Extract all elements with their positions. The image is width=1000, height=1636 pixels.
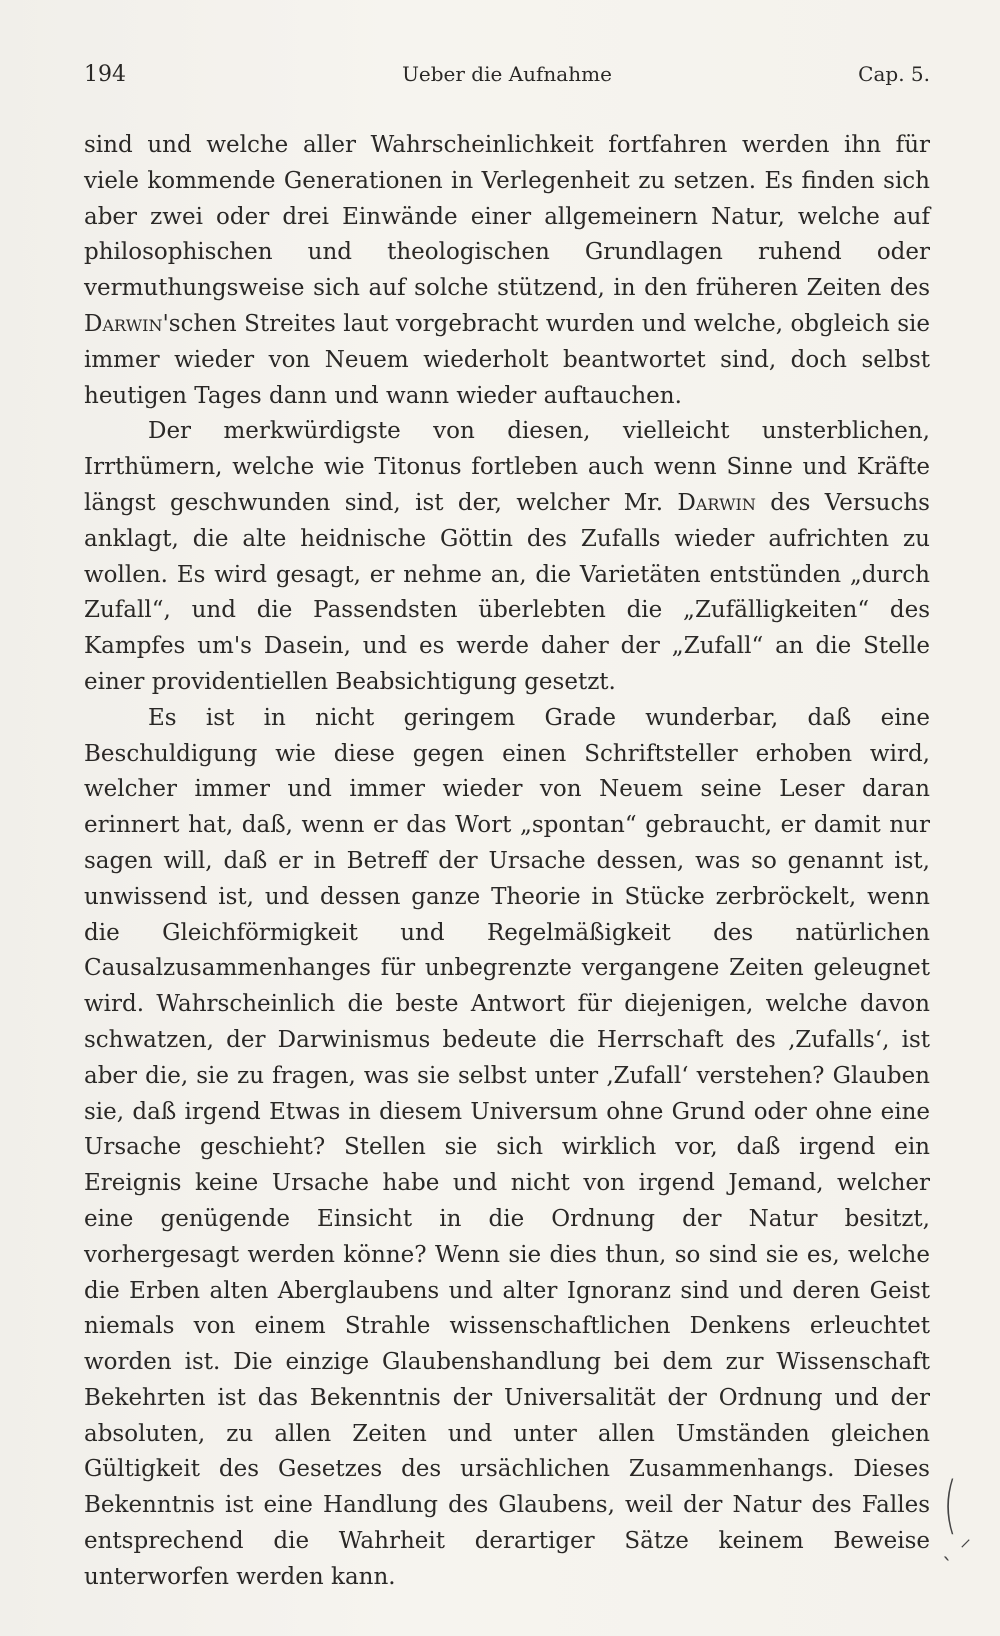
paragraph-text: Es ist in nicht geringem Grade wunderbar, daß eine Beschuldigung wie diese gegen einen Schriftsteller erhoben wird, welcher immer und immer wieder von Neuem seine Leser daran erinnert hat, daß, wenn er das Wort „spontan“ gebraucht, er damit nur sagen will, daß er in Betreff der Ursache dessen, was so genannt ist, unwissend ist, und dessen ganze Theorie in Stücke zerbröckelt, wenn die Gleichförmigkeit und Regelmäßigkeit des natürlichen Causalzusammenhanges für unbegrenzte vergangene Zeiten geleugnet wird. Wahrscheinlich die beste Antwort für diejenigen, welche davon schwatzen, der Darwinismus bedeute die Herrschaft des ‚Zufalls‘, ist aber die, sie zu fragen, was sie selbst unter ‚Zufall‘ verstehen? Glauben sie, daß irgend Etwas in diesem Universum ohne Grund oder ohne eine Ursache geschieht? Stellen sie sich wirklich vor, daß irgend ein Ereignis keine Ursache habe und nicht von irgend Jemand, welcher eine genügende Einsicht in die Ordnung der Natur besitzt, vorhergesagt werden könne? Wenn sie dies thun, so sind sie es, welche die Erben alten Aberglaubens und alter Ignoranz sind und deren Geist niemals von einem Strahle wissenschaftlichen Denkens erleuchtet worden ist. Die einzige Glaubenshandlung bei dem zur Wissenschaft Bekehrten ist das Bekenntnis der Universalität der Ordnung und der absoluten, zu allen Zeiten und unter allen Umständen gleichen Gültigkeit des Gesetzes des ursächlichen Zusammenhangs. Dieses Bekenntnis ist eine Handlung des Glaubens, weil der Natur des Falles entsprechend die Wahrheit derartiger Sätze keinem Beweise unterworfen werden kann. [84, 704, 930, 1590]
page-number: 194 [84, 62, 126, 87]
handwritten-bracket-mark: ( [943, 1468, 957, 1541]
paragraph-text: 'schen Streites laut vorgebracht wurden und welche, obgleich sie immer wieder von Neuem wiederholt beantwortet sind, doch selbst heutigen Tages dann und wann wieder auftauchen. [84, 310, 930, 409]
paragraph-text: des Versuchs anklagt, die alte heidnische Göttin des Zufalls wieder aufrichten zu wollen. Es wird gesagt, er nehme an, die Varietäten entstünden „durch Zufall“, und die Passendsten überlebten die „Zufälligkeiten“ des Kampfes um's Dasein, und es werde daher der „Zufall“ an die Stelle einer providentiellen Beabsichtigung gesetzt. [84, 489, 930, 695]
paragraph-text: sind und welche aller Wahrscheinlichkeit fortfahren werden ihn für viele kommende Generationen in Verlegenheit zu setzen. Es finden sich aber zwei oder drei Einwände einer allgemeinern Natur, welche auf philosophischen und theologischen Grundlagen ruhend oder vermuthungsweise sich auf solche stützend, in den früheren Zeiten des [84, 132, 930, 302]
page-header [84, 62, 930, 92]
paragraph-1 [84, 128, 930, 414]
paragraph-3 [84, 701, 930, 1596]
running-title: Ueber die Aufnahme [402, 62, 612, 86]
chapter-label: Cap. 5. [858, 62, 930, 86]
paragraph-2 [84, 414, 930, 700]
body-text [84, 128, 930, 1596]
handwritten-margin-mark: ˎ ⸍ [942, 1536, 971, 1561]
paragraph-text: Der merkwürdigste von diesen, vielleicht unsterblichen, Irrthümern, welche wie Titonus fortleben auch wenn Sinne und Kräfte längst geschwunden sind, ist der, welcher Mr. [84, 418, 930, 516]
author-name: Darwin [84, 310, 163, 337]
author-name: Darwin [677, 489, 756, 516]
